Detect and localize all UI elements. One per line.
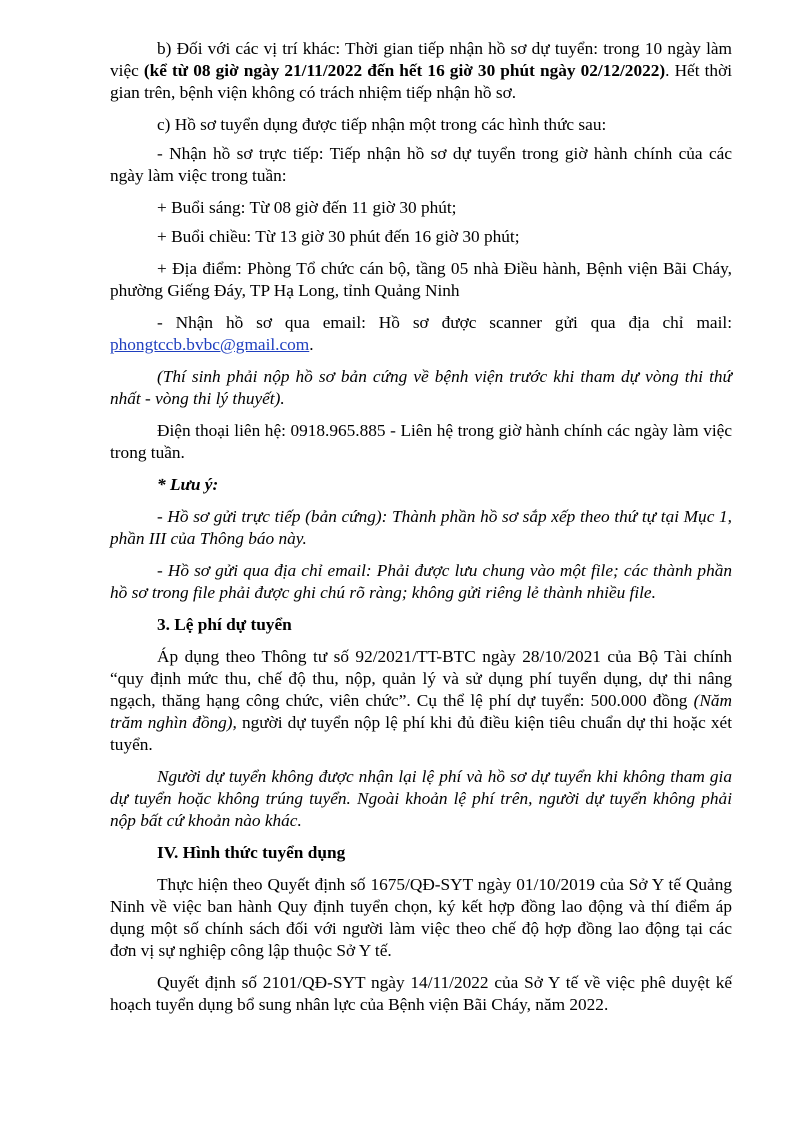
- text: b) Đối với các vị trí khác: Thời gian tiếp nhận hồ sơ dự tuyển: trong 10 ngày làm việc: [110, 39, 732, 80]
- text: - Nhận hồ sơ qua email: Hồ sơ được scanner gửi qua địa chỉ mail:: [157, 313, 732, 332]
- paragraph-decision-1675: Thực hiện theo Quyết định số 1675/QĐ-SYT ngày 01/10/2019 của Sở Y tế Quảng Ninh về việc ban hành Quy định tuyển chọn, ký kết hợp đồng lao động và thí điểm áp dụng một số chính sách đối với người làm việc theo chế độ hợp đồng lao động tại các đơn vị sự nghiệp công lập thuộc Sở Y tế.: [110, 875, 732, 960]
- paragraph-decision-2101: Quyết định số 2101/QĐ-SYT ngày 14/11/2022 của Sở Y tế về việc phê duyệt kế hoạch tuyển dụng bổ sung nhân lực của Bệnh viện Bãi Cháy, năm 2022.: [110, 973, 732, 1014]
- note-heading: * Lưu ý:: [157, 475, 219, 494]
- text: người dự tuyển nộp lệ phí khi đủ điều kiện tiêu chuẩn dự thi hoặc xét tuyển.: [110, 713, 732, 754]
- paragraph-email-submission: [110, 312, 732, 356]
- section-heading-recruitment-form: IV. Hình thức tuyển dụng: [157, 843, 346, 862]
- document-page: [110, 38, 732, 1026]
- paragraph-hardcopy-note: (Thí sinh phải nộp hồ sơ bản cứng về bệnh viện trước khi tham dự vòng thi thứ nhất - vòng thi lý thuyết).: [110, 367, 732, 408]
- paragraph-morning: + Buổi sáng: Từ 08 giờ đến 11 giờ 30 phút;: [157, 198, 457, 217]
- section-heading-fee: 3. Lệ phí dự tuyển: [157, 615, 292, 634]
- paragraph-phone: Điện thoại liên hệ: 0918.965.885 - Liên hệ trong giờ hành chính các ngày làm việc trong tuần.: [110, 421, 732, 462]
- deadline-bold: (kể từ 08 giờ ngày 21/11/2022 đến hết 16 giờ 30 phút ngày 02/12/2022): [143, 61, 666, 80]
- paragraph-afternoon: + Buổi chiều: Từ 13 giờ 30 phút đến 16 giờ 30 phút;: [157, 227, 520, 246]
- paragraph-location: + Địa điểm: Phòng Tổ chức cán bộ, tầng 05 nhà Điều hành, Bệnh viện Bãi Cháy, phường Giếng Đáy, TP Hạ Long, tỉnh Quảng Ninh: [110, 259, 732, 300]
- paragraph-fee: [110, 646, 732, 756]
- text: .: [309, 335, 314, 354]
- paragraph-other-positions: [110, 38, 732, 104]
- paragraph-note-email: - Hồ sơ gửi qua địa chỉ email: Phải được lưu chung vào một file; các thành phần hồ sơ trong file phải được ghi chú rõ ràng; không gửi riêng lẻ thành nhiều file.: [110, 561, 732, 602]
- paragraph-note-direct: - Hồ sơ gửi trực tiếp (bản cứng): Thành phần hồ sơ sắp xếp theo thứ tự tại Mục 1, phần III của Thông báo này.: [110, 507, 732, 548]
- text: . Hết thời gian trên, bệnh viện không có trách nhiệm tiếp nhận hồ sơ.: [110, 61, 733, 102]
- paragraph-submission-forms: c) Hồ sơ tuyển dụng được tiếp nhận một trong các hình thức sau:: [157, 115, 607, 134]
- paragraph-fee-note: Người dự tuyển không được nhận lại lệ phí và hồ sơ dự tuyển khi không tham gia dự tuyển hoặc không trúng tuyển. Ngoài khoản lệ phí trên, người dự tuyển không phải nộp bất cứ khoản nào khác.: [110, 767, 732, 830]
- email-link[interactable]: phongtccb.bvbc@gmail.com: [110, 335, 310, 354]
- text: Áp dụng theo Thông tư số 92/2021/TT-BTC ngày 28/10/2021 của Bộ Tài chính “quy định mức thu, chế độ thu, nộp, quản lý và sử dụng phí tuyển dụng, dự thi nâng ngạch, thăng hạng công chức, viên chức”. Cụ thể lệ phí dự tuyển: 500.000 đồng: [110, 647, 732, 710]
- fee-in-words: (Năm trăm nghìn đồng),: [110, 691, 732, 732]
- paragraph-direct-submission: - Nhận hồ sơ trực tiếp: Tiếp nhận hồ sơ dự tuyển trong giờ hành chính của các ngày làm việc trong tuần:: [110, 144, 732, 185]
